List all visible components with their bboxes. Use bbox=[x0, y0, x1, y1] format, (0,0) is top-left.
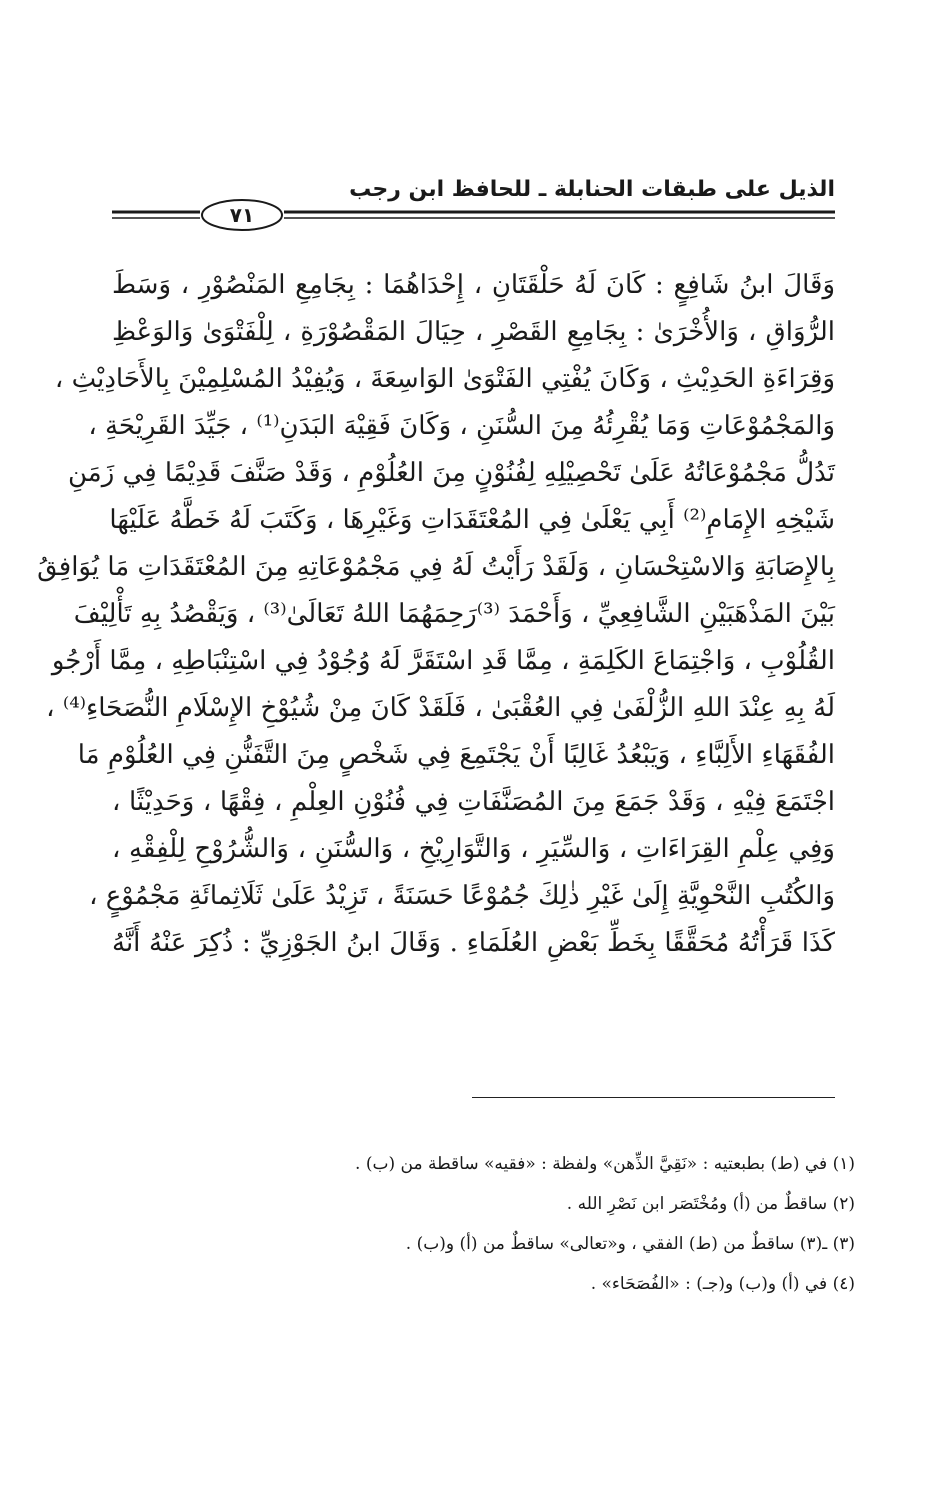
text-line: وَالكُتُبِ النَّحْوِيَّةِ إِلَىٰ غَيْرِ ذٰلِكَ جُمُوْعًا حَسَنَةً ، تَزِيْدُ عَلَىٰ ثَلَاثِمائَةِ مَجْمُوْعٍ ، bbox=[89, 881, 835, 911]
text-line: شَيْخِهِ الإِمَامِ⁽²⁾ أَبِي يَعْلَىٰ فِي المُعْتَقَدَاتِ وَغَيْرِهَا ، وَكَتَبَ لَهُ خَطَّهُ عَلَيْهَا bbox=[109, 505, 835, 535]
text-line: وَقَالَ ابنُ شَافِعٍ : كَانَ لَهُ حَلْقَتَانِ ، إِحْدَاهُمَا : بِجَامِعِ المَنْصُوْرِ ، وَسَطَ bbox=[112, 270, 835, 300]
running-header-title: الذيل على طبقات الحنابلة ـ للحافظ ابن رجب bbox=[349, 177, 835, 202]
footnote-1: (١) في (ط) بطبعتيه : «نَقِيَّ الذِّهن» ولفظة : «فقيه» ساقطة من (ب) . bbox=[355, 1154, 855, 1174]
footnote-3: (٣) ـ(٣) ساقطٌ من (ط) الفقي ، و«تعالى» ساقطٌ من (أ) و(ب) . bbox=[405, 1234, 855, 1254]
text-line: اجْتَمَعَ فِيْهِ ، وَقَدْ جَمَعَ مِنَ المُصَنَّفَاتِ فِي فُنُوْنِ العِلْمِ ، فِقْهًا ، وَحَدِيْثًا ، bbox=[112, 787, 835, 817]
text-line: الرُّوَاقِ ، وَالأُخْرَىٰ : بِجَامِعِ القَصْرِ ، حِيَالَ المَقْصُوْرَةِ ، لِلْفَتْوَىٰ وَالوَعْظِ bbox=[112, 317, 835, 347]
text-line: تَدُلُّ مَجْمُوْعَاتُهُ عَلَىٰ تَحْصِيْلِهِ لِفُنُوْنٍ مِنَ العُلُوْمِ ، وَقَدْ صَنَّفَ قَدِيْمًا فِي زَمَنِ bbox=[68, 458, 835, 488]
footnote-separator bbox=[472, 1097, 835, 1098]
footnotes bbox=[200, 1144, 855, 1304]
text-line: وَفِي عِلْمِ القِرَاءَاتِ ، وَالسِّيَرِ ، وَالتَّوَارِيْخِ ، وَالسُّنَنِ ، وَالشُّرُوْحِ لِلْفِقْهِ ، bbox=[112, 834, 835, 864]
text-line: وَقِرَاءَةِ الحَدِيْثِ ، وَكَانَ يُفْتِي الفَتْوَىٰ الوَاسِعَةَ ، وَيُفِيْدُ المُسْلِمِيْنَ بِالأَحَادِيْثِ ، bbox=[54, 364, 835, 394]
text-line: وَالمَجْمُوْعَاتِ وَمَا يُقْرِئُهُ مِنَ السُّنَنِ ، وَكَانَ فَقِيْهَ البَدَنِ⁽¹⁾ ، جَيِّدَ القَرِيْحَةِ ، bbox=[88, 411, 835, 441]
page-number: ٧١ bbox=[229, 203, 255, 227]
footnote-2: (٢) ساقطٌ من (أ) ومُخْتَصَر ابن نَصْرِ الله . bbox=[566, 1194, 855, 1214]
main-text bbox=[37, 262, 835, 967]
text-line: بِالإِصَابَةِ وَالاسْتِحْسَانِ ، وَلَقَدْ رَأَيْتُ لَهُ فِي مَجْمُوْعَاتِهِ مِنَ المُعْتَقَدَاتِ مَا يُوَافِقُ bbox=[37, 552, 835, 582]
footnote-4: (٤) في (أ) و(ب) و(جـ) : «الفُصَحَاء» . bbox=[590, 1274, 855, 1294]
text-line: كَذَا قَرَأْتُهُ مُحَقَّقًا بِخَطِّ بَعْضِ العُلَمَاءِ . وَقَالَ ابنُ الجَوْزِيِّ : ذُكِرَ عَنْهُ أَنَّهُ bbox=[112, 928, 835, 958]
text-line: لَهُ بِهِ عِنْدَ اللهِ الزُّلْفَىٰ فِي العُقْبَىٰ ، فَلَقَدْ كَانَ مِنْ شُيُوْخِ الإِسْلَامِ النُّصَحَاءِ⁽⁴⁾ ، bbox=[46, 693, 835, 723]
text-line: الفُقَهَاءِ الأَلِبَّاءِ ، وَيَبْعُدُ غَالِبًا أَنْ يَجْتَمِعَ فِي شَخْصٍ مِنَ التَّفَنُّنِ فِي العُلُوْمِ مَا bbox=[77, 740, 835, 770]
text-line: بَيْنَ المَذْهَبَيْنِ الشَّافِعِيِّ ، وَأَحْمَدَ ⁽³⁾رَحِمَهُمَا اللهُ تَعَالَىٰ⁽³⁾ ، وَيَقْصُدُ بِهِ تَأْلِيْفَ bbox=[73, 599, 835, 629]
text-line: القُلُوْبِ ، وَاجْتِمَاعَ الكَلِمَةِ ، مِمَّا قَدِ اسْتَقَرَّ لَهُ وُجُوْدُ فِي اسْتِنْبَاطِهِ ، مِمَّا أَرْجُو bbox=[51, 646, 835, 676]
